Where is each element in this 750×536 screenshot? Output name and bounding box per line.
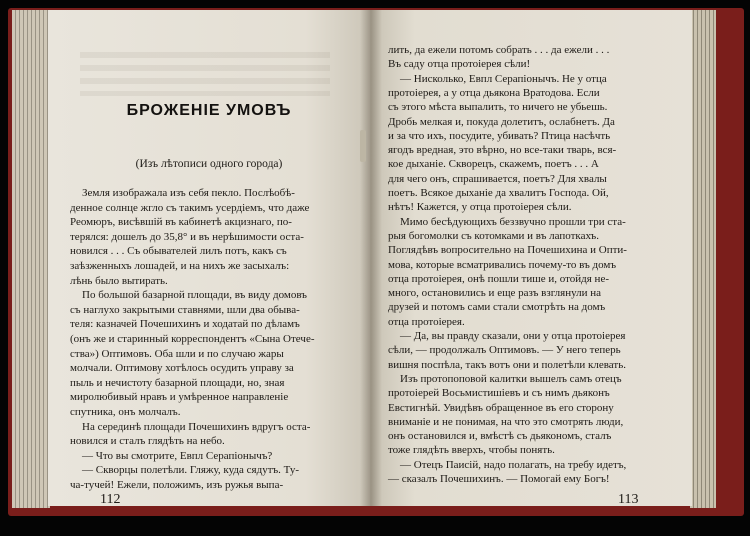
text-line: Мимо бесѣдующихъ беззвучно прошли три ста- [400,215,626,228]
text-line: Изъ протопоповой калитки вышелъ самъ отецъ [400,372,622,385]
text-line: кое дыханіе. Скворецъ, скажемъ, поетъ . . . А [388,158,599,171]
text-line: — Отецъ Паисій, надо полагать, на требу идетъ, [400,458,627,471]
left-page [48,10,370,506]
text-line: ягодъ вредная, это вѣрно, но все-таки тварь, вся- [388,144,617,157]
text-line: пыль и нечистоту базарной площади, но, зная [70,376,285,389]
text-line: друзей и потомъ сами стали смотрѣть на домъ [388,301,606,314]
text-line: тоже глядѣть вверхъ, чтобы понять. [388,444,555,457]
text-line: съ этого мѣста выпалить, то ничего не убьешь. [388,101,608,114]
text-line: заѣзженныхъ лошадей, и на нихъ же засыхалъ: [70,260,290,272]
text-line: протоіерея, а у отца дьякона Вратодова. Если [388,86,600,99]
text-line: онъ остановился и, вмѣстѣ съ дьякономъ, сталъ [388,430,612,443]
text-line: молчали. Оптимову хотѣлось осудить управу за [70,362,294,375]
page-edges-right [690,10,716,508]
text-line: много, остановились и еще разъ взглянули на [388,287,601,300]
text-line: лить, да ежели потомъ собрать . . . да ежели . . . [388,44,610,56]
right-page [370,10,692,506]
text-line: Въ саду отца протоіерея сѣли! [388,58,531,71]
text-line: Евстигнѣй. Увидѣвъ обращенное въ его сторону [388,401,614,414]
chapter-title: БРОЖЕНІЕ УМОВЪ [126,102,292,119]
text-line: вишня поспѣла, такъ вотъ они и полетѣли клевать. [388,358,626,371]
text-line: рыя богомолки съ котомками и въ лапоткахъ. [388,229,599,242]
page-edges-left [12,10,50,508]
text-line: Реомюръ, висѣвшій въ кабинетѣ акцизнаго, по- [70,216,292,229]
text-line: По большой базарной площади, въ виду домовъ [82,289,307,302]
text-line: отца протоіерея, онѣ пошли тише и, отойдя не- [388,272,609,285]
text-line: нѣтъ! Кажется, у отца протоіерея сѣли. [388,201,572,214]
text-line: терялся: дошелъ до 35,8° и въ нерѣшимости оста- [70,230,304,243]
book-gutter [360,10,382,506]
text-line: денное солнце жгло съ такимъ усердіемъ, что даже [70,201,310,214]
text-line: отца протоіерея. [388,315,465,328]
text-line: — сказалъ Почешихинъ. — Помогай ему Богъ! [388,473,610,485]
bleed-through-text [80,52,330,96]
text-line: ства») Оптимовъ. Оба шли и по случаю жары [70,347,284,360]
text-line: Дробь мелкая и, покуда долетитъ, ослабнетъ. Да [388,115,615,128]
binding-mark [360,130,366,162]
text-line: поетъ. Всякое дыханіе да хвалитъ Господа. Ой, [388,187,609,199]
text-line: — Скворцы полетѣли. Гляжу, куда сядутъ. Ту- [82,464,300,477]
text-line: (онъ же и старинный корреспондентъ «Сына Отече- [70,333,315,345]
text-line: Поглядѣвъ вопросительно на Почешихина и Опти- [388,244,627,257]
text-line: миролюбивый нравъ и умѣренное направленіе [70,391,289,404]
text-line: вниманіе и не понимая, на что это смотрять люди, [388,415,624,428]
text-line: съ наглухо закрытыми ставнями, шли два обыва- [70,303,300,316]
text-line: Земля изображала изъ себя пекло. Послѣобѣ- [82,187,295,199]
text-line: теля: казначей Почешихинъ и ходатай по дѣламъ [70,318,300,331]
text-line: для чего онъ, спрашивается, поетъ? Для хвалы [388,172,607,185]
page-number-left: 112 [100,492,121,506]
text-line: протоіерей Восьмистишіевъ и съ нимъ дьяконъ [388,387,610,400]
text-line: новился . . . Съ обывателей лилъ потъ, какъ съ [70,245,287,258]
text-line: лѣнь было вытирать. [70,274,168,287]
text-line: мова, которые всматривались почему-то въ домъ [388,258,617,271]
text-line: — Что вы смотрите, Евпл Серапіонычъ? [82,449,273,462]
text-line: спутника, онъ молчалъ. [70,406,181,418]
text-line: новился и сталъ глядѣть на небо. [70,435,225,448]
text-line: и за что ихъ, посудите, убивать? Птица насѣчть [388,129,611,142]
page-number-right: 113 [618,492,639,506]
text-line: сѣли, — продолжалъ Оптимовъ. — У него теперь [388,344,621,357]
text-line: На серединѣ площади Почешихинъ вдругъ оста- [82,420,311,433]
text-line: — Нисколько, Евпл Серапіонычъ. Не у отца [400,72,607,85]
text-line: ча-тучей! Ежели, положимъ, изъ ружья выпа- [70,479,284,491]
chapter-subtitle: (Изъ лѣтописи одного города) [135,158,283,170]
text-line: — Да, вы правду сказали, они у отца протоіерея [400,330,626,342]
